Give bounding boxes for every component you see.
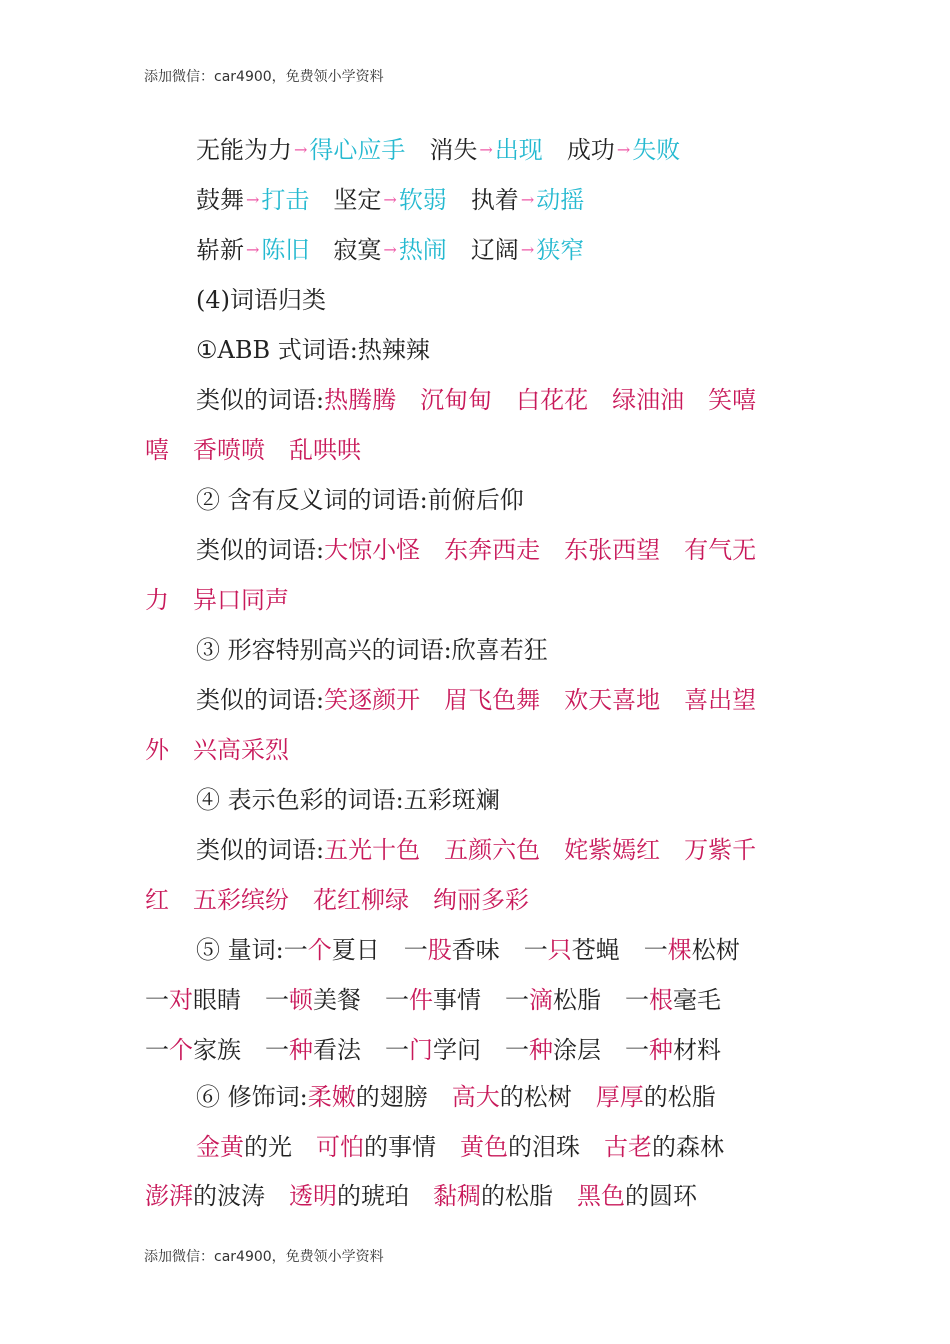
word: 辽阔 bbox=[470, 236, 519, 264]
noun: 眼睛 bbox=[193, 986, 241, 1014]
similar-words-line bbox=[145, 885, 805, 915]
word: 鼓舞 bbox=[196, 186, 244, 214]
similar-label: 类似的词语: bbox=[196, 536, 325, 564]
group-title: ④ 表示色彩的词语:五彩斑斓 bbox=[196, 786, 500, 814]
similar-word: 东张西望 bbox=[564, 536, 661, 564]
modifier: 高大 bbox=[451, 1083, 500, 1111]
modified-noun: 的松树 bbox=[499, 1083, 572, 1111]
antonym-answer: 失败 bbox=[632, 136, 681, 164]
modified-noun: 的光 bbox=[244, 1133, 292, 1161]
word: 消失 bbox=[429, 136, 478, 164]
noun: 看法 bbox=[313, 1036, 361, 1064]
number-word: 一 bbox=[523, 936, 548, 964]
number-word: 一 bbox=[505, 1036, 529, 1064]
word: 崭新 bbox=[196, 236, 244, 264]
modified-noun: 的事情 bbox=[364, 1133, 436, 1161]
modified-noun: 的森林 bbox=[652, 1133, 724, 1161]
similar-word: 外 bbox=[145, 736, 169, 764]
similar-word: 乱哄哄 bbox=[289, 436, 361, 464]
similar-words-line bbox=[145, 585, 805, 615]
similar-word: 热腾腾 bbox=[324, 386, 397, 414]
arrow-icon: → bbox=[616, 140, 631, 159]
measure-word: 根 bbox=[649, 986, 673, 1014]
noun: 家族 bbox=[193, 1036, 241, 1064]
measure-words-line bbox=[196, 935, 856, 965]
modifier: 古老 bbox=[604, 1133, 652, 1161]
similar-word: 香喷喷 bbox=[193, 436, 265, 464]
antonym-row bbox=[196, 135, 856, 165]
antonym-answer: 打击 bbox=[261, 186, 310, 214]
word: 执着 bbox=[470, 186, 519, 214]
word: 坚定 bbox=[333, 186, 382, 214]
number-word: 一 bbox=[385, 1036, 409, 1064]
group-title: ①ABB 式词语:热辣辣 bbox=[196, 336, 430, 364]
number-word: 一 bbox=[625, 986, 649, 1014]
similar-words-line bbox=[196, 385, 856, 415]
noun: 松脂 bbox=[553, 986, 601, 1014]
group-label: ⑤ 量词: bbox=[196, 936, 284, 964]
group-title: ② 含有反义词的词语:前俯后仰 bbox=[196, 486, 524, 514]
number-word: 一 bbox=[505, 986, 529, 1014]
section-title: (4)词语归类 bbox=[196, 286, 326, 314]
similar-word: 眉飞色舞 bbox=[444, 686, 541, 714]
noun: 事情 bbox=[433, 986, 481, 1014]
arrow-icon: → bbox=[246, 190, 260, 209]
antonym-answer: 软弱 bbox=[398, 186, 447, 214]
measure-word: 股 bbox=[427, 936, 452, 964]
word: 无能为力 bbox=[196, 136, 292, 164]
group-label: ⑥ 修饰词: bbox=[196, 1083, 308, 1111]
similar-words-line bbox=[196, 835, 856, 865]
similar-label: 类似的词语: bbox=[196, 686, 325, 714]
similar-word: 五光十色 bbox=[324, 836, 421, 864]
similar-label: 类似的词语: bbox=[196, 836, 325, 864]
number-word: 一 bbox=[265, 1036, 289, 1064]
antonym-answer: 热闹 bbox=[398, 236, 447, 264]
measure-word: 个 bbox=[169, 1036, 193, 1064]
noun: 苍蝇 bbox=[571, 936, 620, 964]
antonym-row bbox=[196, 185, 856, 215]
similar-label: 类似的词语: bbox=[196, 386, 325, 414]
group-title: ③ 形容特别高兴的词语:欣喜若狂 bbox=[196, 636, 548, 664]
similar-word: 兴高采烈 bbox=[193, 736, 289, 764]
similar-word: 绿油油 bbox=[612, 386, 685, 414]
measure-word: 种 bbox=[649, 1036, 673, 1064]
antonym-answer: 出现 bbox=[494, 136, 543, 164]
measure-words-line bbox=[145, 985, 805, 1015]
measure-word: 棵 bbox=[667, 936, 692, 964]
similar-word: 大惊小怪 bbox=[324, 536, 421, 564]
similar-word: 力 bbox=[145, 586, 169, 614]
modifier: 金黄 bbox=[196, 1133, 244, 1161]
similar-word: 五颜六色 bbox=[444, 836, 541, 864]
measure-word: 门 bbox=[409, 1036, 433, 1064]
arrow-icon: → bbox=[520, 240, 535, 259]
measure-word: 个 bbox=[307, 936, 332, 964]
page-header: 添加微信：car4900，免费领小学资料 bbox=[144, 69, 384, 85]
modifier-words-line bbox=[196, 1082, 856, 1112]
similar-word: 欢天喜地 bbox=[564, 686, 661, 714]
similar-word: 喜出望 bbox=[684, 686, 757, 714]
similar-word: 东奔西走 bbox=[444, 536, 541, 564]
modifier: 可怕 bbox=[316, 1133, 364, 1161]
modified-noun: 的波涛 bbox=[193, 1182, 265, 1210]
arrow-icon: → bbox=[520, 190, 535, 209]
modifier: 透明 bbox=[289, 1182, 337, 1210]
similar-word: 笑嘻 bbox=[708, 386, 757, 414]
arrow-icon: → bbox=[383, 190, 397, 209]
measure-word: 顿 bbox=[289, 986, 313, 1014]
noun: 毫毛 bbox=[673, 986, 721, 1014]
measure-word: 只 bbox=[547, 936, 572, 964]
measure-word: 种 bbox=[289, 1036, 313, 1064]
noun: 美餐 bbox=[313, 986, 361, 1014]
modified-noun: 的松脂 bbox=[643, 1083, 716, 1111]
similar-word: 红 bbox=[145, 886, 169, 914]
antonym-row bbox=[196, 235, 856, 265]
page-footer: 添加微信：car4900，免费领小学资料 bbox=[144, 1249, 384, 1265]
modified-noun: 的翅膀 bbox=[355, 1083, 428, 1111]
number-word: 一 bbox=[145, 986, 169, 1014]
modifier: 柔嫩 bbox=[307, 1083, 356, 1111]
similar-words-line bbox=[145, 735, 805, 765]
modifier-words-line bbox=[196, 1132, 856, 1162]
similar-word: 沉甸甸 bbox=[420, 386, 493, 414]
noun: 松树 bbox=[691, 936, 740, 964]
modifier: 黏稠 bbox=[433, 1182, 481, 1210]
noun: 学问 bbox=[433, 1036, 481, 1064]
noun: 香味 bbox=[451, 936, 500, 964]
number-word: 一 bbox=[385, 986, 409, 1014]
arrow-icon: → bbox=[294, 140, 308, 159]
arrow-icon: → bbox=[246, 240, 260, 259]
antonym-answer: 得心应手 bbox=[309, 136, 406, 164]
number-word: 一 bbox=[283, 936, 308, 964]
similar-word: 异口同声 bbox=[193, 586, 289, 614]
measure-word: 件 bbox=[409, 986, 433, 1014]
modified-noun: 的圆环 bbox=[625, 1182, 697, 1210]
measure-words-line bbox=[145, 1035, 805, 1065]
antonym-answer: 动摇 bbox=[536, 186, 585, 214]
similar-word: 绚丽多彩 bbox=[433, 886, 529, 914]
number-word: 一 bbox=[265, 986, 289, 1014]
similar-word: 嘻 bbox=[145, 436, 169, 464]
modified-noun: 的泪珠 bbox=[508, 1133, 580, 1161]
number-word: 一 bbox=[643, 936, 668, 964]
similar-word: 白花花 bbox=[516, 386, 589, 414]
modifier-words-line bbox=[145, 1181, 805, 1211]
similar-word: 万紫千 bbox=[684, 836, 757, 864]
similar-word: 五彩缤纷 bbox=[193, 886, 289, 914]
number-word: 一 bbox=[145, 1036, 169, 1064]
modifier: 澎湃 bbox=[145, 1182, 193, 1210]
similar-word: 姹紫嫣红 bbox=[564, 836, 661, 864]
arrow-icon: → bbox=[383, 240, 397, 259]
modified-noun: 的琥珀 bbox=[337, 1182, 409, 1210]
modifier: 黑色 bbox=[577, 1182, 625, 1210]
noun: 涂层 bbox=[553, 1036, 601, 1064]
similar-word: 有气无 bbox=[684, 536, 757, 564]
word: 成功 bbox=[566, 136, 615, 164]
antonym-answer: 狭窄 bbox=[536, 236, 585, 264]
modifier: 黄色 bbox=[460, 1133, 508, 1161]
word: 寂寞 bbox=[333, 236, 382, 264]
antonym-answer: 陈旧 bbox=[261, 236, 310, 264]
arrow-icon: → bbox=[479, 140, 493, 159]
modified-noun: 的松脂 bbox=[481, 1182, 553, 1210]
similar-word: 花红柳绿 bbox=[313, 886, 409, 914]
similar-words-line bbox=[196, 535, 856, 565]
noun: 材料 bbox=[673, 1036, 721, 1064]
noun: 夏日 bbox=[331, 936, 380, 964]
measure-word: 对 bbox=[169, 986, 193, 1014]
similar-words-line bbox=[196, 685, 856, 715]
modifier: 厚厚 bbox=[595, 1083, 644, 1111]
number-word: 一 bbox=[625, 1036, 649, 1064]
similar-words-line bbox=[145, 435, 805, 465]
measure-word: 种 bbox=[529, 1036, 553, 1064]
number-word: 一 bbox=[403, 936, 428, 964]
similar-word: 笑逐颜开 bbox=[324, 686, 421, 714]
measure-word: 滴 bbox=[529, 986, 553, 1014]
